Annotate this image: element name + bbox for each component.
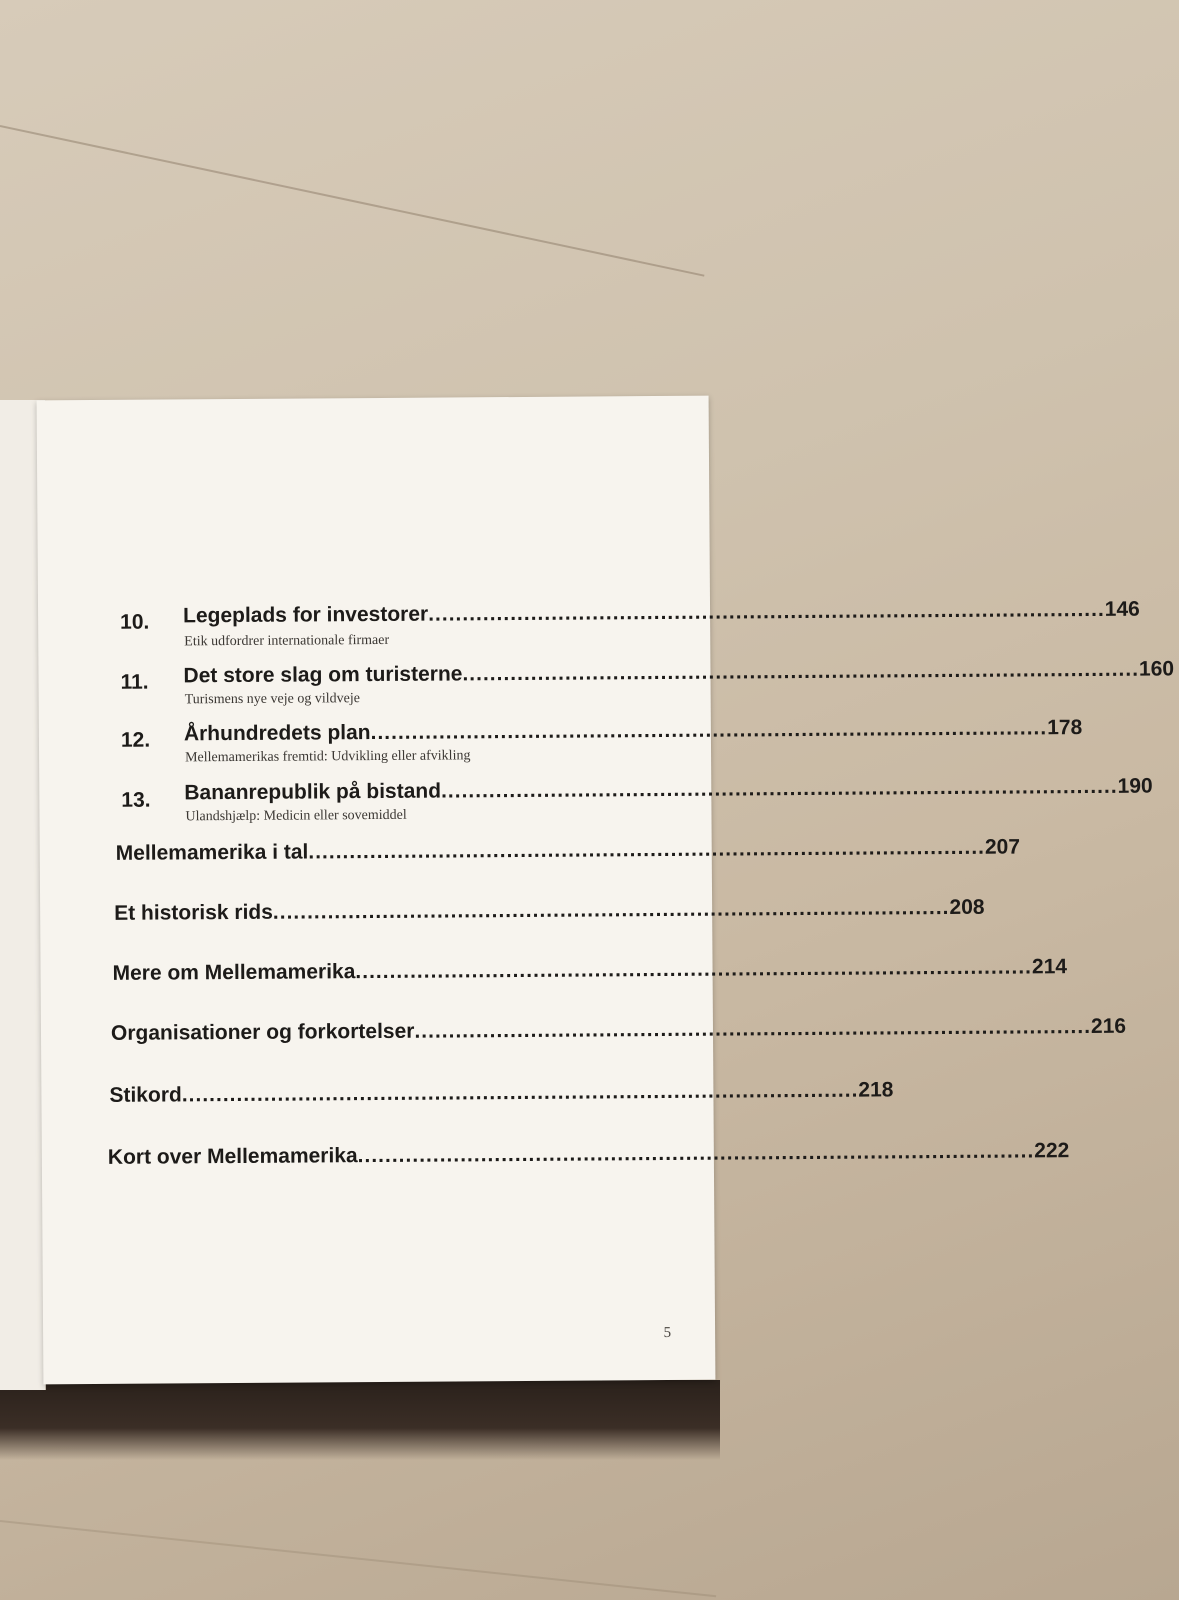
leader-dots: ................................................................................................... [181,1078,859,1107]
section-title: Kort over Mellemamerika [107,1144,358,1169]
book-page [37,396,1175,1385]
section-page: 207 [984,835,1021,859]
toc-section [110,1014,1127,1046]
chapter-page: 178 [1047,716,1083,740]
chapter-page: 190 [1117,774,1153,798]
chapter-title: Det store slag om turisterne [183,662,463,688]
chapter-title-line [183,716,1083,747]
toc-chapter-10 [37,396,1140,650]
section-title: Mere om Mellemamerika [112,960,356,985]
chapter-title-line [183,597,1140,629]
chapter-title: Bananrepublik på bistand [184,779,442,805]
leader-dots: ................................................................................................... [272,895,950,924]
toc-section [114,895,985,926]
chapter-page: 160 [1138,657,1175,681]
floor-seam [0,1520,716,1597]
leader-dots: ................................................................................................... [414,1015,1092,1043]
chapter-number: 11. [120,670,149,694]
toc-section [109,1078,894,1108]
chapter-subtitle: Etik udfordrer internationale firmaer [184,632,390,650]
section-page: 214 [1031,955,1068,979]
chapter-title: Legeplads for investorer [183,602,429,628]
toc-section [115,835,1021,866]
chapter-number: 10. [120,610,150,634]
table-of-contents [37,396,1175,1385]
chapter-number: 12. [120,728,151,752]
leader-dots: ................................................................................................... [308,835,986,864]
leader-dots: ................................................................................................... [357,1139,1035,1168]
chapter-subtitle: Ulandshjælp: Medicin eller sovemiddel [185,807,407,825]
section-title: Et historisk rids [114,900,273,925]
leader-dots: ................................................................................................... [440,774,1118,803]
section-page: 216 [1090,1014,1127,1039]
section-page: 222 [1034,1139,1070,1163]
section-title: Stikord [109,1083,182,1107]
chapter-subtitle: Mellemamerikas fremtid: Udvikling eller afvikling [185,748,471,766]
chapter-title: Århundredets plan [183,721,371,746]
chapter-subtitle: Turismens nye veje og vildveje [184,691,360,708]
book-shadow [0,1380,720,1460]
leader-dots: ................................................................................................... [370,716,1048,745]
section-title: Mellemamerika i tal [115,840,309,865]
floor-seam [0,125,704,277]
toc-section [107,1139,1070,1170]
chapter-page: 146 [1104,597,1140,621]
chapter-title-line [183,657,1175,689]
leader-dots: ................................................................................................... [355,955,1033,984]
page-number: 5 [663,1324,672,1342]
section-page: 208 [949,895,985,919]
section-page: 218 [858,1078,894,1102]
toc-section [112,955,1068,986]
section-title: Organisationer og forkortelser [110,1019,415,1045]
leader-dots: ................................................................................................... [428,597,1105,626]
leader-dots: ................................................................................................... [462,657,1140,686]
chapter-number: 13. [121,788,151,812]
chapter-title-line [184,774,1153,806]
